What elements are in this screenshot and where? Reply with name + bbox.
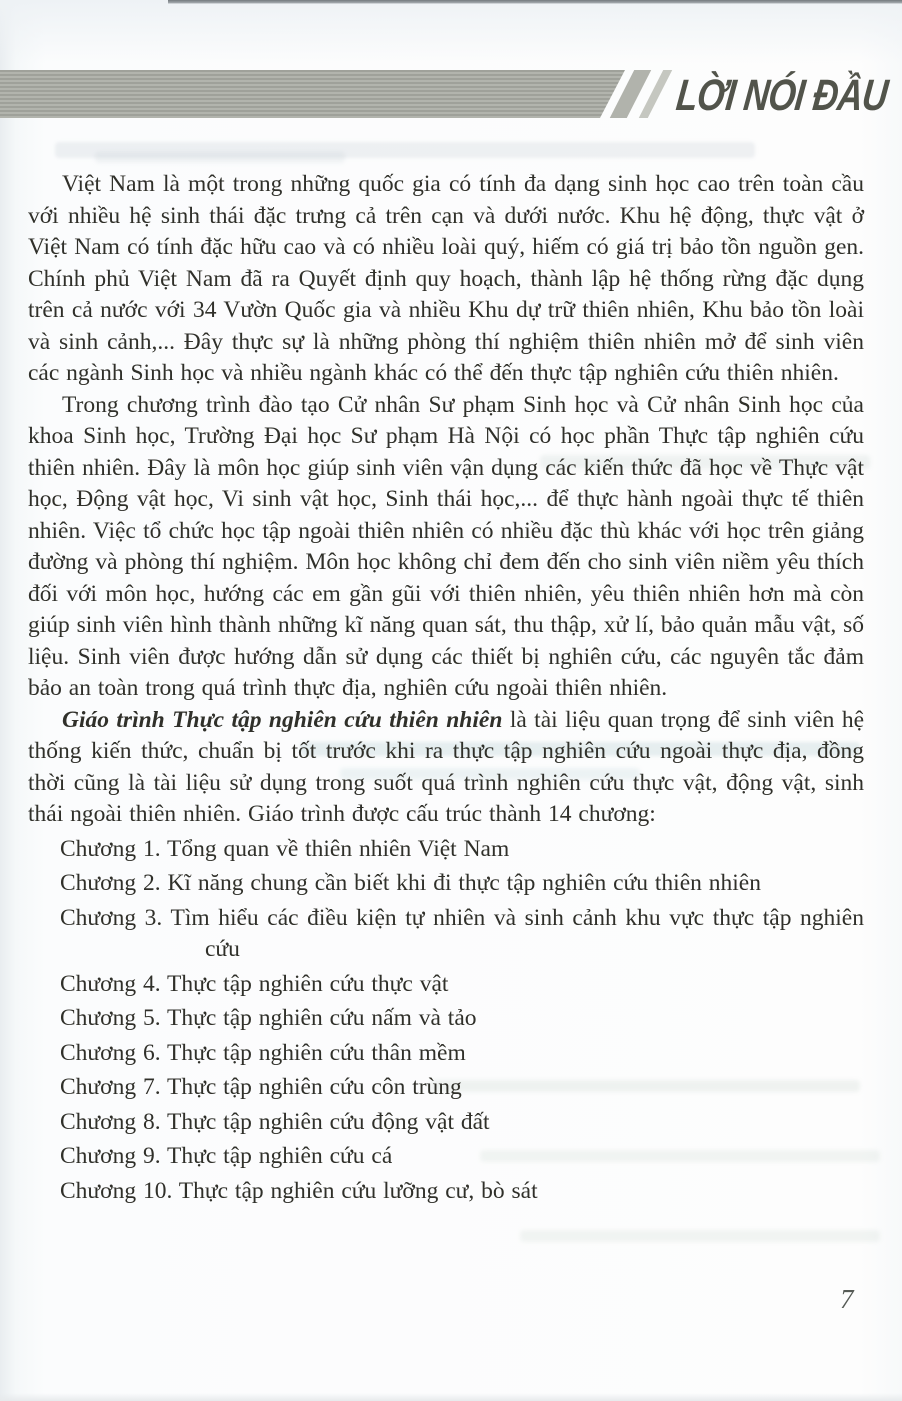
chapter-list-item: Chương 10. Thực tập nghiên cứu lưỡng cư, bò sát (60, 1177, 538, 1204)
paragraph-text: là tài liệu quan trọng để sinh viên hệ thống kiến thức, chuẩn bị tốt trước khi ra thực tập nghiên cứu ngoài thực địa, đồng thời cũng là tài liệu sử dụng trong suốt quá trình nghiên cứu thực vật, động vật, sinh thái ngoài thiên nhiên. Giáo trình được cấu trúc thành 14 chương: (28, 706, 865, 827)
chapter-list-item: Chương 1. Tổng quan về thiên nhiên Việt Nam (60, 835, 510, 862)
paragraph: Trong chương trình đào tạo Cử nhân Sư phạm Sinh học và Cử nhân Sinh học của khoa Sinh học, Trường Đại học Sư phạm Hà Nội có học phần Thực tập nghiên cứu thiên nhiên. Đây là môn học giúp sinh viên vận dụng các kiến thức đã học về Thực vật học, Động vật học, Vi sinh vật học, Sinh thái học,... để thực hành ngoài thực tế thiên nhiên. Việc tổ chức học tập ngoài thiên nhiên có nhiều đặc thù khác với học trên giảng đường và phòng thí nghiệm. Môn học không chỉ đem đến cho sinh viên niềm yêu thích đối với môn học, hướng các em gần gũi với thiên nhiên, yêu thiên nhiên hơn mà còn giúp sinh viên hình thành những kĩ năng quan sát, thu thập, xử lí, bảo quản mẫu vật, số liệu. Sinh viên được hướng dẫn sử dụng các thiết bị nghiên cứu, các nguyên tắc đảm bảo an toàn trong quá trình thực địa, nghiên cứu ngoài thiên nhiên. (28, 391, 864, 701)
page-number: 7 (840, 1284, 854, 1314)
chapter-list-item: Chương 8. Thực tập nghiên cứu động vật đất (60, 1108, 490, 1135)
bleed-through-artifact (95, 152, 345, 163)
scan-shading (0, 0, 902, 70)
bleed-through-artifact (55, 142, 755, 158)
scan-edge-shadow (0, 1393, 902, 1401)
chapter-list-item: Chương 2. Kĩ năng chung cần biết khi đi thực tập nghiên cứu thiên nhiên (60, 870, 761, 896)
bleed-through-artifact (520, 1230, 880, 1242)
chapter-list-item: Chương 7. Thực tập nghiên cứu côn trùng (60, 1074, 462, 1100)
chapter-list-item: Chương 4. Thực tập nghiên cứu thực vật (60, 970, 449, 997)
scan-edge-line (168, 0, 902, 4)
page-content (28, 169, 864, 1207)
paragraph (28, 705, 864, 831)
chapter-list-item: Chương 9. Thực tập nghiên cứu cá (60, 1143, 393, 1169)
chapter-list-item: Chương 5. Thực tập nghiên cứu nấm và tảo (60, 1005, 477, 1031)
page-title: LỜI NÓI ĐẦU (673, 71, 890, 120)
header-bar (0, 70, 625, 118)
chapter-list (28, 834, 864, 1208)
chapter-list-item: Chương 3. Tìm hiểu các điều kiện tự nhiên và sinh cảnh khu vực thực tập nghiên cứu (60, 904, 864, 962)
chapter-list-item: Chương 6. Thực tập nghiên cứu thân mềm (60, 1039, 466, 1066)
paragraph: Việt Nam là một trong những quốc gia có tính đa dạng sinh học cao trên toàn cầu với nhiều hệ sinh thái đặc trưng cả trên cạn và dưới nước. Khu hệ động, thực vật ở Việt Nam có tính đặc hữu cao và có nhiều loài quý, hiếm có giá trị bảo tồn nguồn gen. Chính phủ Việt Nam đã ra Quyết định quy hoạch, thành lập hệ thống rừng đặc dụng trên cả nước với 34 Vườn Quốc gia và nhiều Khu dự trữ thiên nhiên, Khu bảo tồn loài và sinh cảnh,... Đây thực sự là những phòng thí nghiệm thiên nhiên mở để sinh viên các ngành Sinh học và nhiều ngành khác có thể đến thực tập nghiên cứu thiên nhiên. (28, 171, 864, 386)
book-title-emphasis: Giáo trình Thực tập nghiên cứu thiên nhiên (62, 706, 503, 733)
